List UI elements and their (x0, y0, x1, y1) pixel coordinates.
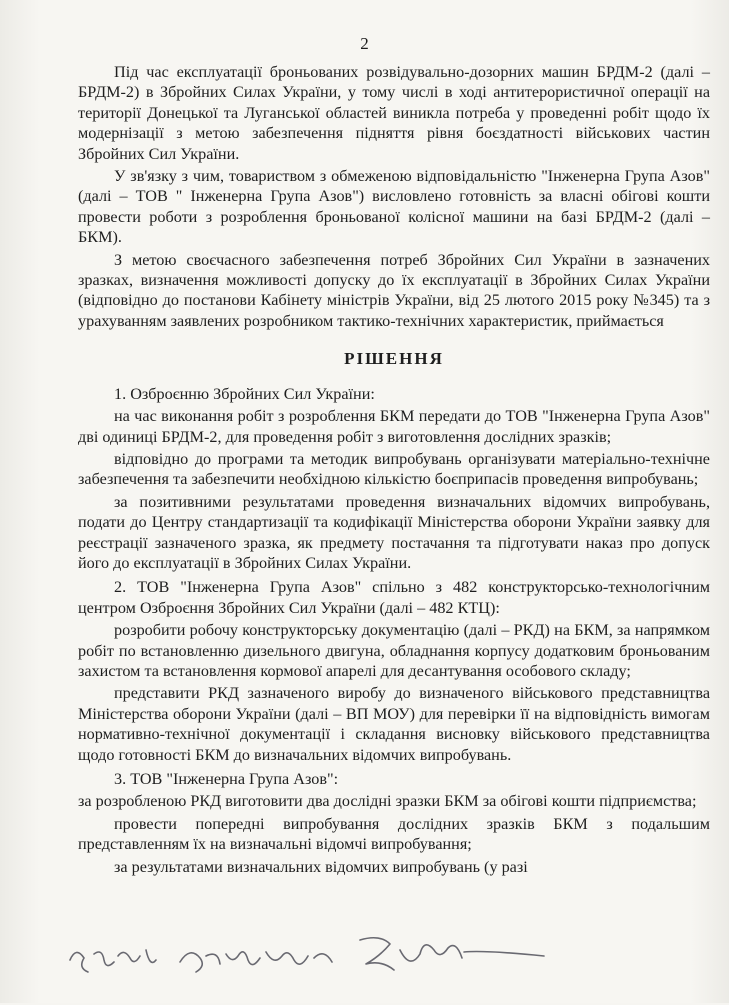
section-2-item: представити РКД зазначеного виробу до визначеного військового представництва Міністерства оборони України (далі – ВП МОУ) для перевірки її на відповідність вимогам нормативно-технічної документації і складання висновку військового представництва щодо готовності БКМ до визначальних відомчих випробувань. (78, 684, 710, 764)
section-1-item: на час виконання робіт з розроблення БКМ передати до ТОВ "Інженерна Група Азов" дві одиниці БРДМ-2, для проведення робіт з виготовлення дослідних зразків; (78, 407, 710, 446)
section-1-title: 1. Озброєнню Збройних Сил України: (114, 384, 375, 403)
paragraph-intro: Під час експлуатації броньованих розвідувально-дозорних машин БРДМ-2 (далі – БРДМ-2) в Збройних Силах України, у тому числі в ході антитерористичної операції на території Донецької та Луганської областей виникла потреба у проведенні робіт щодо їх модернізації з метою забезпечення підняття рівня боєздатності військових частин Збройних Сил України. (78, 63, 710, 163)
section-1-item: відповідно до програми та методик випробувань організувати матеріально-технічне забезпечення та забезпечити необхідною кількістю боєприпасів проведення випробувань; (78, 449, 710, 489)
paragraph-purpose: З метою своєчасного забезпечення потреб Збройних Сил України в зазначених зразках, визначення можливості допуску до їх експлуатації в Збройних Силах України (відповідно до постанови Кабінету міністрів України, від 25 лютого 2015 року №345) та з урахуванням заявлених розробником тактико-технічних характеристик, приймається (78, 250, 710, 330)
section-3-item: за результатами визначальних відомчих випробувань (у разі (114, 857, 528, 876)
paragraph-readiness: У зв'язку з чим, товариством з обмеженою відповідальністю "Інженерна Група Азов" (далі – ТОВ " Інженерна Група Азов") висловлено готовність за власні обігові кошти провести роботи з розроблення броньованої колісної машини на базі БРДМ-2 (далі – БКМ). (78, 167, 710, 247)
handwriting-signature-icon (60, 920, 660, 1000)
section-2-item: розробити робочу конструкторську документацію (далі – РКД) на БКМ, за напрямком робіт по встановленню дизельного двигуна, обладнання корпусу додатковим броньованим захистом та встановлення кормової апарелі для десантування особового складу; (78, 621, 710, 680)
handwritten-annotation (60, 920, 660, 1000)
document-body (78, 62, 710, 879)
section-3-title: 3. ТОВ "Інженерна Група Азов": (114, 770, 339, 788)
section-2-title: 2. ТОВ "Інженерна Група Азов" спільно з 482 конструкторсько-технологічним центром Озброєння Збройних Сил України (далі – 482 КТЦ): (78, 578, 710, 617)
decision-heading: РІШЕННЯ (344, 349, 444, 369)
section-1-item: за позитивними результатами проведення визначальних відомчих випробувань, подати до Центру стандартизації та кодифікації Міністерства оборони України заявку для реєстрації зазначеного зразка, як предмету постачання та підготувати наказ про допуск його до експлуатації в Збройних Силах України. (78, 492, 710, 572)
section-3-item: за розробленою РКД виготовити два дослідні зразки БКМ за обігові кошти підприємства; (78, 792, 697, 811)
page-number: 2 (360, 34, 369, 53)
section-3-item: провести попередні випробування дослідних зразків БКМ з подальшим представленням їх на визначальні відомчі випробування; (78, 814, 710, 854)
